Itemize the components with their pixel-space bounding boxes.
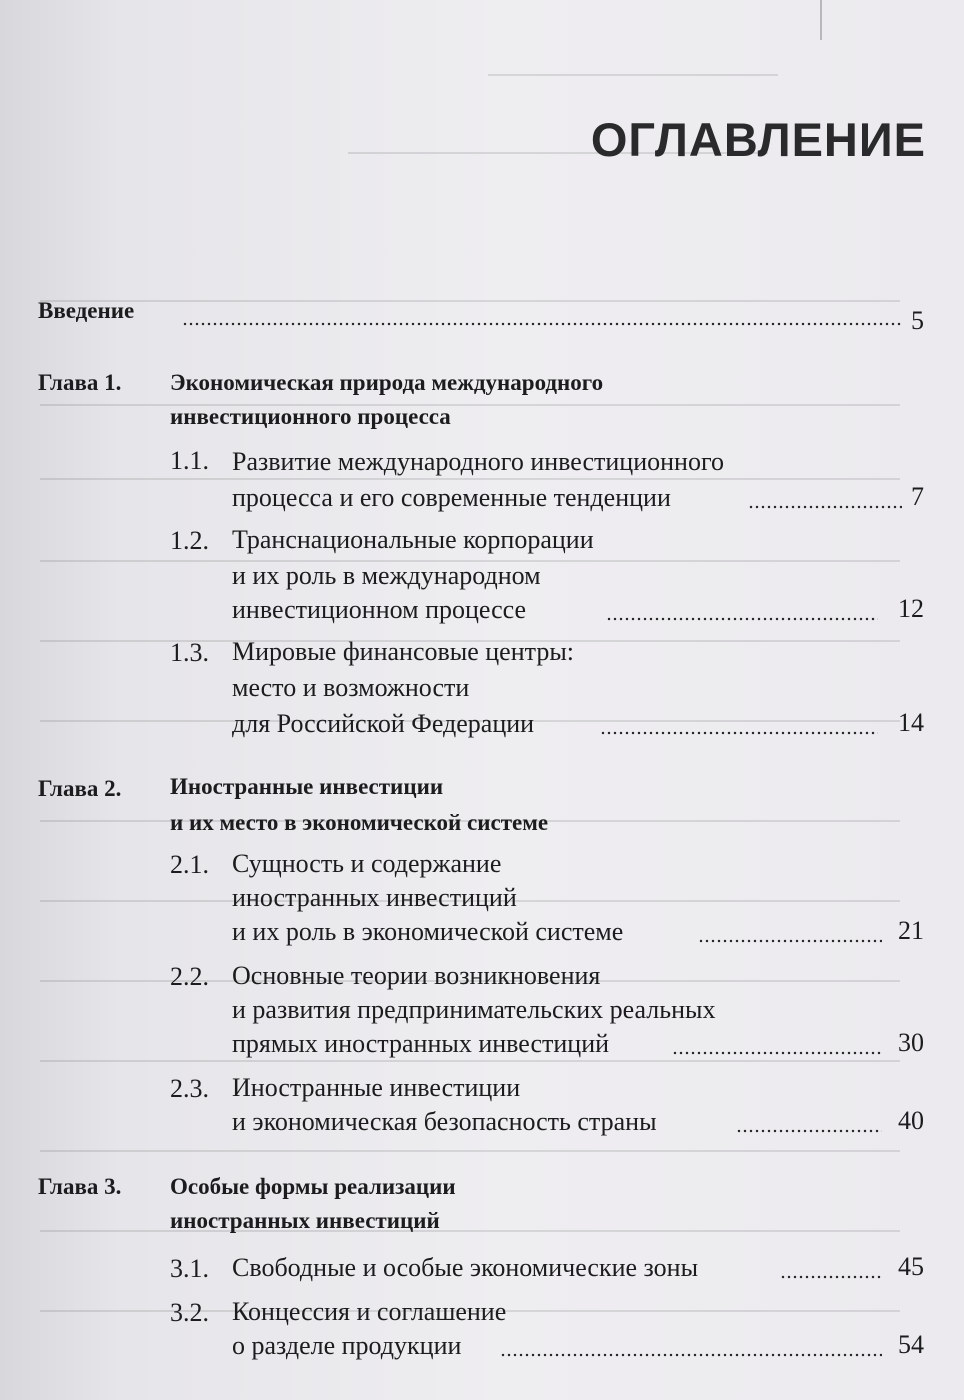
leader-dots	[698, 939, 882, 943]
leader-dots	[500, 1353, 882, 1357]
toc-intro-label: Введение	[38, 298, 135, 323]
toc-page-number: 21	[898, 916, 924, 945]
leader-dots	[600, 731, 878, 735]
toc-page-number: 12	[898, 594, 924, 623]
toc-page-number: 54	[898, 1330, 924, 1359]
toc-page-number: 14	[898, 708, 924, 737]
leader-dots	[672, 1051, 882, 1055]
section-number: 1.2.	[170, 526, 209, 555]
leader-dots	[736, 1129, 882, 1133]
show-through-rule	[488, 74, 778, 76]
chapter-title-line: Особые формы реализации	[170, 1174, 456, 1199]
page-title: ОГЛАВЛЕНИЕ	[590, 113, 926, 166]
section-title-line: о разделе продукции	[232, 1331, 462, 1360]
section-number: 1.3.	[170, 638, 209, 667]
section-title-line: и их роль в экономической системе	[232, 917, 624, 946]
section-title-line: иностранных инвестиций	[232, 883, 517, 912]
chapter-title-line: инвестиционного процесса	[170, 404, 451, 429]
show-through-rule	[40, 300, 900, 302]
section-title-line: Иностранные инвестиции	[232, 1073, 521, 1102]
section-number: 2.2.	[170, 962, 209, 991]
chapter-title-line: иностранных инвестиций	[170, 1208, 440, 1233]
chapter-label: Глава 3.	[38, 1174, 122, 1199]
section-title-line: Концессия и соглашение	[232, 1297, 507, 1326]
toc-page-number: 30	[898, 1028, 924, 1057]
section-title-line: Свободные и особые экономические зоны	[232, 1253, 699, 1282]
section-number: 1.1.	[170, 446, 209, 475]
chapter-title-line: и их место в экономической системе	[170, 810, 549, 835]
section-title-line: для Российской Федерации	[232, 709, 535, 738]
chapter-title-line: Иностранные инвестиции	[170, 774, 444, 799]
section-number: 2.1.	[170, 850, 209, 879]
section-title-line: прямых иностранных инвестиций	[232, 1029, 610, 1058]
toc-page-number: 7	[911, 482, 924, 511]
section-number: 3.2.	[170, 1298, 209, 1327]
section-title-line: и экономическая безопасность страны	[232, 1107, 657, 1136]
leader-dots	[780, 1275, 882, 1279]
show-through-rule	[40, 1230, 900, 1232]
section-title-line: инвестиционном процессе	[232, 595, 527, 624]
toc-page-number: 5	[911, 306, 924, 335]
toc-page-number: 40	[898, 1106, 924, 1135]
show-through-rule	[40, 1150, 900, 1152]
chapter-label: Глава 2.	[38, 776, 122, 801]
section-title-line: Мировые финансовые центры:	[232, 637, 575, 666]
page-edge-line	[820, 0, 822, 40]
show-through-rule	[40, 404, 900, 406]
leader-dots	[182, 322, 902, 326]
section-title-line: и их роль в международном	[232, 561, 541, 590]
leader-dots	[748, 505, 902, 509]
toc-page-number: 45	[898, 1252, 924, 1281]
chapter-label: Глава 1.	[38, 370, 122, 395]
section-title-line: место и возможности	[232, 673, 470, 702]
section-number: 2.3.	[170, 1074, 209, 1103]
section-title-line: Транснациональные корпорации	[232, 525, 594, 554]
section-title-line: Основные теории возникновения	[232, 961, 601, 990]
section-title-line: Сущность и содержание	[232, 849, 502, 878]
section-number: 3.1.	[170, 1254, 209, 1283]
section-title-line: процесса и его современные тенденции	[232, 483, 671, 512]
chapter-title-line: Экономическая природа международного	[170, 370, 604, 395]
leader-dots	[606, 617, 878, 621]
section-title-line: Развитие международного инвестиционного	[232, 447, 724, 476]
section-title-line: и развития предпринимательских реальных	[232, 995, 716, 1024]
